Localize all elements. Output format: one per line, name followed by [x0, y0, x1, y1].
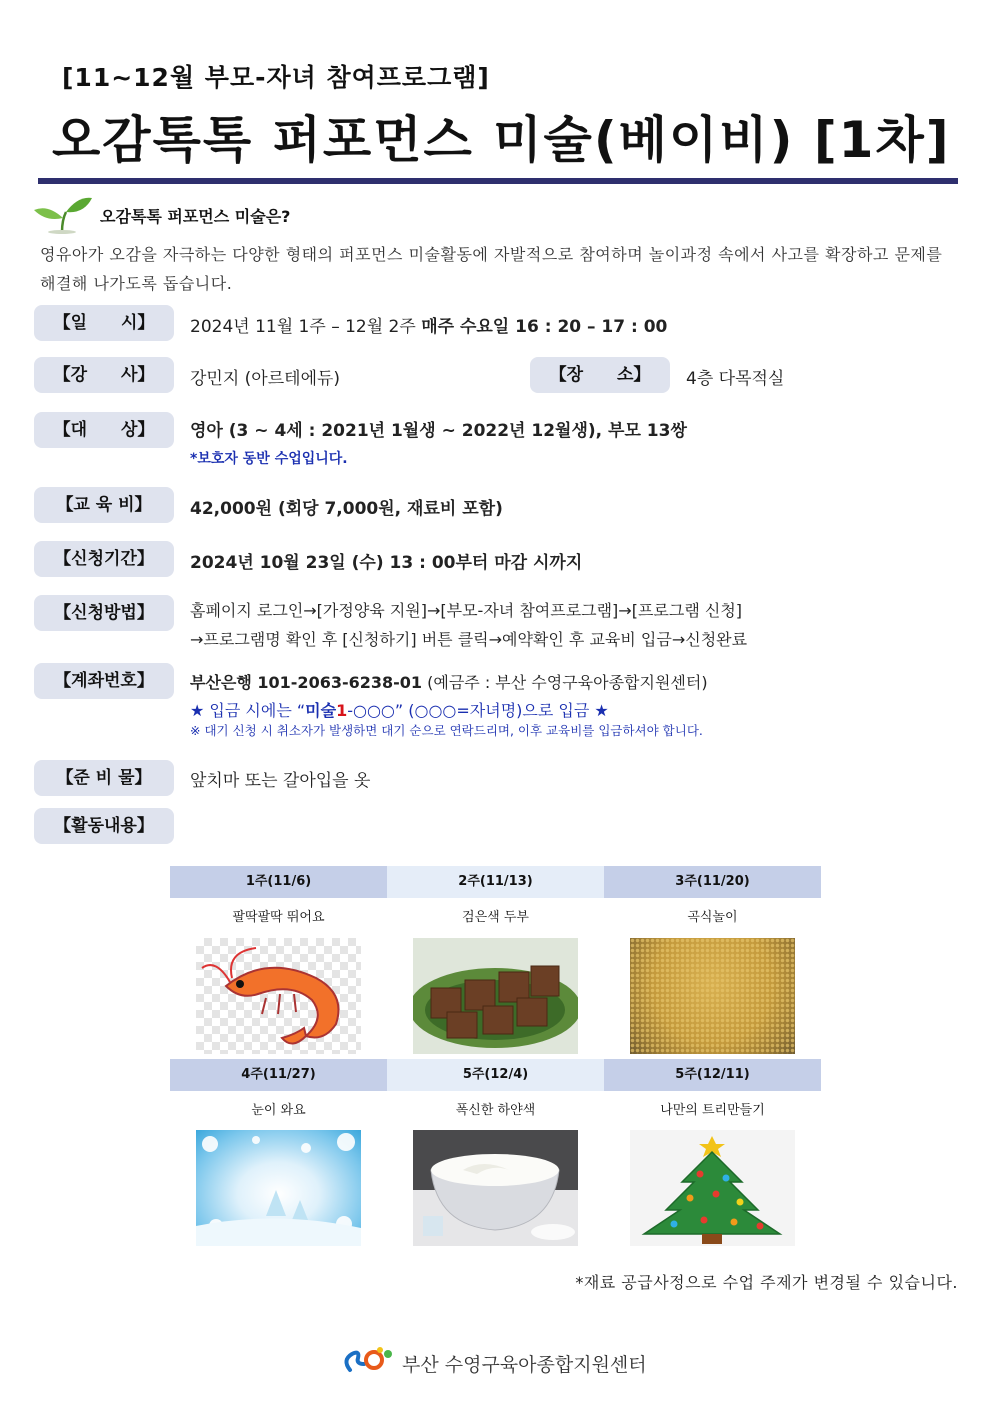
method-line-2: →프로그램명 확인 후 [신청하기] 버튼 클릭→예약확인 후 교육비 입금→신청완료 — [190, 630, 748, 649]
intro-heading — [32, 194, 632, 234]
deposit-pre: ★ 입금 시에는 “ — [190, 701, 306, 720]
grain-image — [630, 938, 795, 1054]
deposit-code-number: 1 — [336, 701, 348, 720]
sprout-icon — [32, 194, 94, 234]
snow-image — [196, 1130, 361, 1246]
activity-title: 팔딱팔딱 뛰어요 — [232, 910, 325, 925]
target-value: 영아 (3 ~ 4세 : 2021년 1월생 ~ 2022년 12월생), 부모 13쌍 — [190, 421, 687, 441]
week-header: 5주(12/11) — [604, 1059, 821, 1091]
activity-title: 나만의 트리만들기 — [660, 1103, 765, 1118]
week-header: 3주(11/20) — [604, 866, 821, 898]
activity-title: 곡식놀이 — [687, 910, 738, 925]
activity-title: 폭신한 하얀색 — [455, 1103, 536, 1118]
activity-title: 눈이 와요 — [251, 1103, 306, 1118]
waitlist-note: ※ 대기 신청 시 취소자가 발생하면 대기 순으로 연락드리며, 이후 교육비를 입금하셔야 합니다. — [190, 723, 703, 738]
week-header: 2주(11/13) — [387, 866, 604, 898]
date-weekly-time: 매주 수요일 16 : 20 – 17 : 00 — [421, 317, 668, 337]
account-value — [190, 670, 708, 693]
label-target: 【대 상】 — [34, 412, 174, 448]
deposit-code-word: 미술 — [305, 701, 337, 720]
week-header: 1주(11/6) — [170, 866, 387, 898]
title-underline — [38, 178, 958, 184]
week-header: 4주(11/27) — [170, 1059, 387, 1091]
label-method: 【신청방법】 — [34, 595, 174, 631]
shrimp-image — [196, 938, 361, 1054]
yogurt-image — [413, 1130, 578, 1246]
period-value: 2024년 10월 23일 (수) 13 : 00부터 마감 시까지 — [190, 553, 583, 573]
deposit-instruction — [190, 698, 609, 721]
guardian-note: *보호자 동반 수업입니다. — [190, 451, 348, 467]
intro-description: 영유아가 오감을 자극하는 다양한 형태의 퍼포먼스 미술활동에 자발적으로 참여하며 놀이과정 속에서 사고를 확장하고 문제를 해결해 나가도록 돕습니다. — [40, 245, 943, 293]
intro-heading-text: 오감톡톡 퍼포먼스 미술은? — [100, 207, 291, 226]
place-value: 4층 다목적실 — [686, 369, 785, 389]
instructor-value: 강민지 (아르테에듀) — [190, 369, 341, 389]
date-range: 2024년 11월 1주 – 12월 2주 — [190, 317, 422, 337]
program-title: 오감톡톡 퍼포먼스 미술(베이비) [1차] — [52, 111, 951, 169]
bank-account-number: 부산은행 101-2063-6238-01 — [190, 673, 423, 692]
week-header: 5주(12/4) — [387, 1059, 604, 1091]
label-place: 【장 소】 — [530, 357, 670, 393]
center-logo-icon — [340, 1344, 400, 1378]
center-name: 부산 수영구육아종합지원센터 — [402, 1354, 647, 1376]
fee-value: 42,000원 (회당 7,000원, 재료비 포함) — [190, 499, 503, 519]
label-activities: 【활동내용】 — [34, 808, 174, 844]
label-period: 【신청기간】 — [34, 541, 174, 577]
account-holder: (예금주 : 부산 수영구육아종합지원센터) — [422, 673, 708, 692]
label-instructor: 【강 사】 — [34, 357, 174, 393]
org-footer — [340, 1344, 680, 1380]
program-subtitle: [11~12월 부모-자녀 참여프로그램] — [62, 63, 490, 92]
label-supplies: 【준 비 물】 — [34, 760, 174, 796]
change-notice: *재료 공급사정으로 수업 주제가 변경될 수 있습니다. — [575, 1273, 958, 1292]
supplies-value: 앞치마 또는 갈아입을 옷 — [190, 771, 371, 791]
date-value — [190, 312, 667, 337]
method-line-1: 홈페이지 로그인→[가정양육 지원]→[부모-자녀 참여프로그램]→[프로그램 신청] — [190, 601, 743, 620]
label-account: 【계좌번호】 — [34, 663, 174, 699]
jelly-image — [413, 938, 578, 1054]
deposit-post: -○○○” (○○○=자녀명)으로 입금 ★ — [347, 701, 609, 720]
tree-image — [630, 1130, 795, 1246]
label-fee: 【교 육 비】 — [34, 487, 174, 523]
activity-title: 검은색 두부 — [462, 910, 529, 925]
label-date: 【일 시】 — [34, 305, 174, 341]
